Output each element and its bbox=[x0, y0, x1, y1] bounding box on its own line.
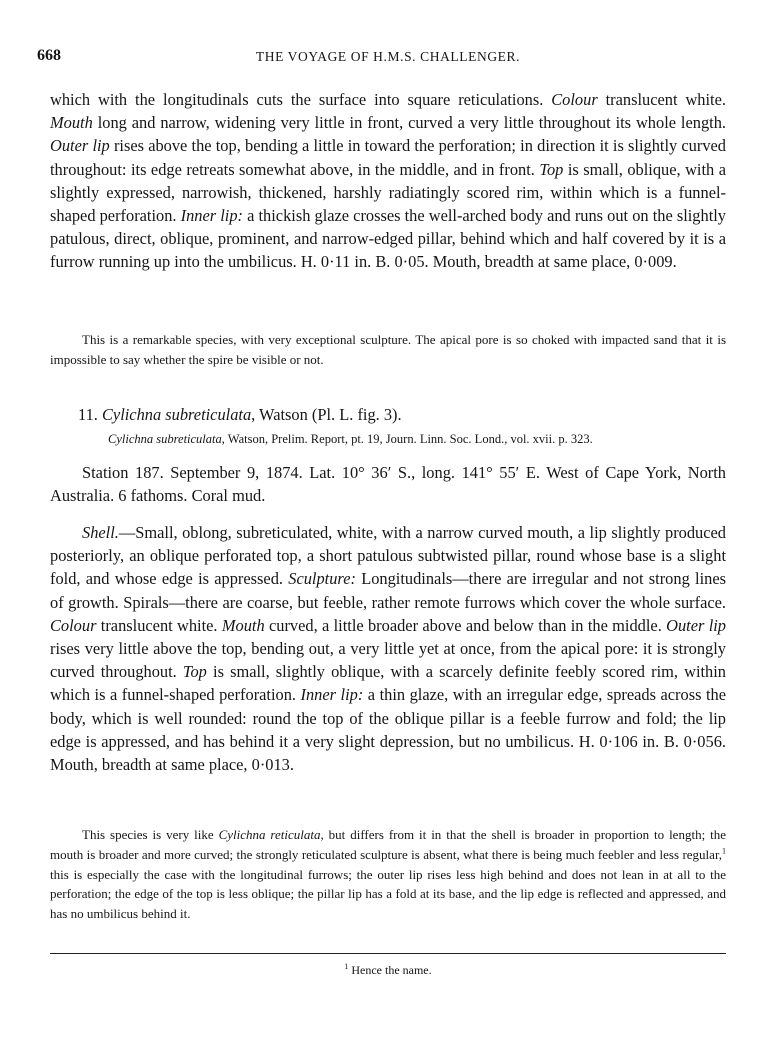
species-name: Cylichna subreticulata bbox=[101, 405, 252, 424]
shell-label: Shell. bbox=[82, 523, 119, 542]
continuation-paragraph: which with the longitudinals cuts the surface into square reticulations. Colour translucent white. Mouth long and narrow, widening very little in front, curved a very little throughout its whole length. Outer lip rises above the top, bending a little in toward the perforation; in direction it is slightly curved throughout: its edge retreats somewhat above, in the middle, and in front. Top is small, oblique, with a slightly expressed, narrowish, thickened, harshly radiatingly scored rim, within which is a funnel-shaped perforation. Inner lip: a thickish glaze crosses the well-arched body and runs out on the slightly patulous, direct, oblique, prominent, and narrow-edged pillar, behind which and half covered by it is a furrow running up into the umbilicus. H. 0·11 in. B. 0·05. Mouth, breadth at same place, 0·009. bbox=[50, 90, 727, 272]
mouth-label: Mouth bbox=[50, 113, 93, 133]
page-header bbox=[0, 47, 776, 67]
sculpture-label: Sculpture: bbox=[288, 569, 356, 589]
colour-label: Colour bbox=[551, 90, 598, 109]
top-label: Top bbox=[182, 662, 207, 682]
footnote-marker: 1 bbox=[722, 846, 726, 856]
species-heading: 11. Cylichna subreticulata, Watson (Pl. L. fig. 3). bbox=[78, 405, 402, 424]
station-paragraph: Station 187. September 9, 1874. Lat. 10° 36′ S., long. 141° 55′ E. West of Cape York, North Australia. 6 fathoms. Coral mud. bbox=[50, 463, 726, 506]
page-number: 668 bbox=[37, 47, 61, 64]
comparison-note: This species is very like Cylichna reticulata, but differs from it in that the shell is broader in proportion to length; the mouth is broader and more curved; the strongly reticulated sculpture is absent, what there is being much feebler and less regular,$^1$ this is especially the case with the longitudinal furrows; the outer lip rises less high behind and does not lean in at all to the perforation; the edge of the top is less oblique; the pillar lip has a fold at its base, and the lip edge is reflected and appressed, and has no umbilicus behind it. bbox=[50, 827, 726, 922]
top-label: Top bbox=[539, 159, 564, 179]
mouth-label: Mouth bbox=[221, 615, 265, 635]
colour-label: Colour bbox=[50, 615, 97, 635]
inner-lip-label: Inner lip: bbox=[300, 685, 364, 705]
shell-description: Shell.—Small, oblong, subreticulated, white, with a narrow curved mouth, a lip slightly produced posteriorly, an oblique perforated top, a short patulous subtwisted pillar, round whose base is a slight fold, and whose edge is appressed. Sculpture: Longitudinals—there are irregular and not strong lines of growth. Spirals—there are coarse, but feeble, rather remote furrows which cover the whole surface. Colour translucent white. Mouth curved, a little broader above and below than in the middle. Outer lip rises very little above the top, bending out, a very little yet at once, from the apical pore: it is strongly curved throughout. Top is small, slightly oblique, with a scarcely definite feebly scored rim, within which is a funnel-shaped perforation. Inner lip: a thin glaze, with an irregular edge, spreads across the body, which is well rounded: round the top of the oblique pillar is a feeble furrow and fold; the lip edge is appressed, and has behind it a very slight depression, but no umbilicus. H. 0·106 in. B. 0·056. Mouth, breadth at same place, 0·013. bbox=[50, 523, 726, 775]
remark-note: This is a remarkable species, with very exceptional sculpture. The apical pore is so choked with impacted sand that it is impossible to say whether the spire be visible or not. bbox=[50, 332, 726, 367]
species-reference: Cylichna reticulata bbox=[218, 827, 321, 842]
outer-lip-label: Outer lip bbox=[50, 136, 110, 156]
outer-lip-label: Outer lip bbox=[666, 615, 726, 635]
footnote-divider bbox=[50, 953, 726, 954]
inner-lip-label: Inner lip: bbox=[180, 206, 244, 226]
running-title: THE VOYAGE OF H.M.S. CHALLENGER. bbox=[255, 49, 521, 64]
footnote: $^1$ Hence the name. bbox=[344, 962, 432, 977]
synonym-reference: Cylichna subreticulata, Watson, Prelim. Report, pt. 19, Journ. Linn. Soc. Lond., vol. xvii. p. 323. bbox=[108, 432, 593, 446]
